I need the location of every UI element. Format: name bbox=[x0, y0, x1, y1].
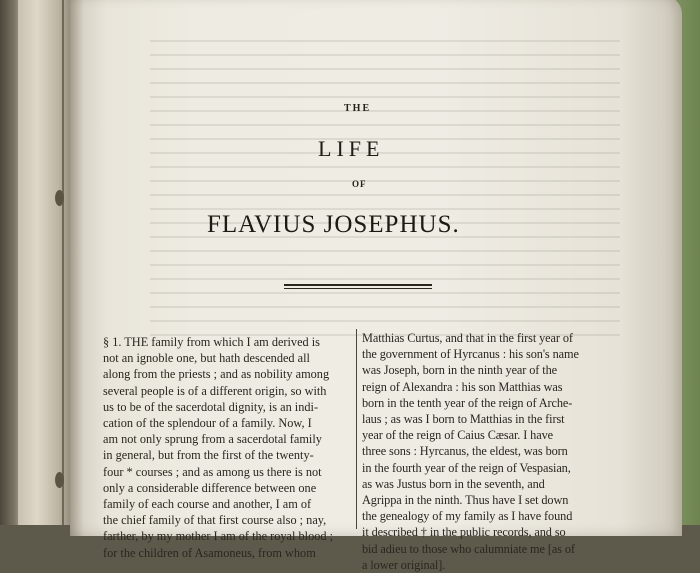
title-life: LIFE bbox=[318, 136, 385, 161]
text-line: the government of Hyrcanus : his son's name bbox=[362, 347, 579, 362]
text-line: in the fourth year of the reign of Vespasian, bbox=[362, 460, 571, 475]
title-rule bbox=[284, 288, 432, 289]
show-through-text bbox=[150, 40, 620, 340]
text-line: § 1. THE family from which I am derived is bbox=[103, 335, 320, 349]
page-title: FLAVIUS JOSEPHUS. bbox=[207, 211, 460, 238]
text-line: reign of Alexandra : his son Matthias was bbox=[362, 379, 563, 394]
title-of: OF bbox=[352, 179, 367, 189]
text-line: along from the priests ; and as nobility among bbox=[103, 367, 330, 382]
text-line: us to be of the sacerdotal dignity, is an indi- bbox=[103, 399, 319, 414]
text-line: farther, by my mother I am of the royal blood ; bbox=[103, 529, 334, 544]
text-line: Agrippa in the ninth. Thus have I set down bbox=[362, 493, 569, 508]
text-line: several people is of a different origin, so with bbox=[103, 383, 327, 398]
right-column bbox=[362, 330, 579, 573]
title-the: THE bbox=[344, 103, 372, 114]
text-line: in general, but from the first of the twenty- bbox=[103, 448, 314, 463]
text-line: laus ; as was I born to Matthias in the first bbox=[362, 412, 565, 427]
column-divider bbox=[356, 329, 357, 529]
text-line: for the children of Asamoneus, from whom bbox=[103, 545, 316, 560]
binding-hole bbox=[55, 190, 64, 206]
left-column bbox=[103, 334, 333, 561]
text-line: a lower original]. bbox=[362, 557, 446, 572]
text-line: the chief family of that first course also ; nay, bbox=[103, 513, 327, 528]
text-line: was Joseph, born in the ninth year of the bbox=[362, 363, 557, 378]
text-line: four * courses ; and as among us there is not bbox=[103, 464, 322, 479]
text-line: the genealogy of my family as I have found bbox=[362, 509, 573, 524]
cover-crease bbox=[62, 0, 64, 525]
text-line: born in the tenth year of the reign of Arche- bbox=[362, 395, 573, 410]
text-line: three sons : Hyrcanus, the eldest, was born bbox=[362, 444, 568, 459]
text-line: not an ignoble one, but hath descended all bbox=[103, 351, 310, 366]
text-line: only a considerable difference between one bbox=[103, 480, 317, 495]
text-line: it described † in the public records, and so bbox=[362, 525, 566, 540]
binding-hole bbox=[55, 472, 64, 488]
text-line: cation of the splendour of a family. Now, I bbox=[103, 416, 312, 431]
text-line: family of each course and another, I am of bbox=[103, 497, 312, 512]
text-line: am not only sprung from a sacerdotal family bbox=[103, 432, 322, 447]
book-cover-edge bbox=[18, 0, 73, 525]
text-line: bid adieu to those who calumniate me [as of bbox=[362, 541, 575, 556]
text-line: Matthias Curtus, and that in the first year of bbox=[362, 331, 573, 345]
title-rule bbox=[284, 284, 432, 286]
text-line: year of the reign of Caius Cæsar. I have bbox=[362, 428, 553, 443]
text-line: as was Justus born in the seventh, and bbox=[362, 476, 545, 491]
